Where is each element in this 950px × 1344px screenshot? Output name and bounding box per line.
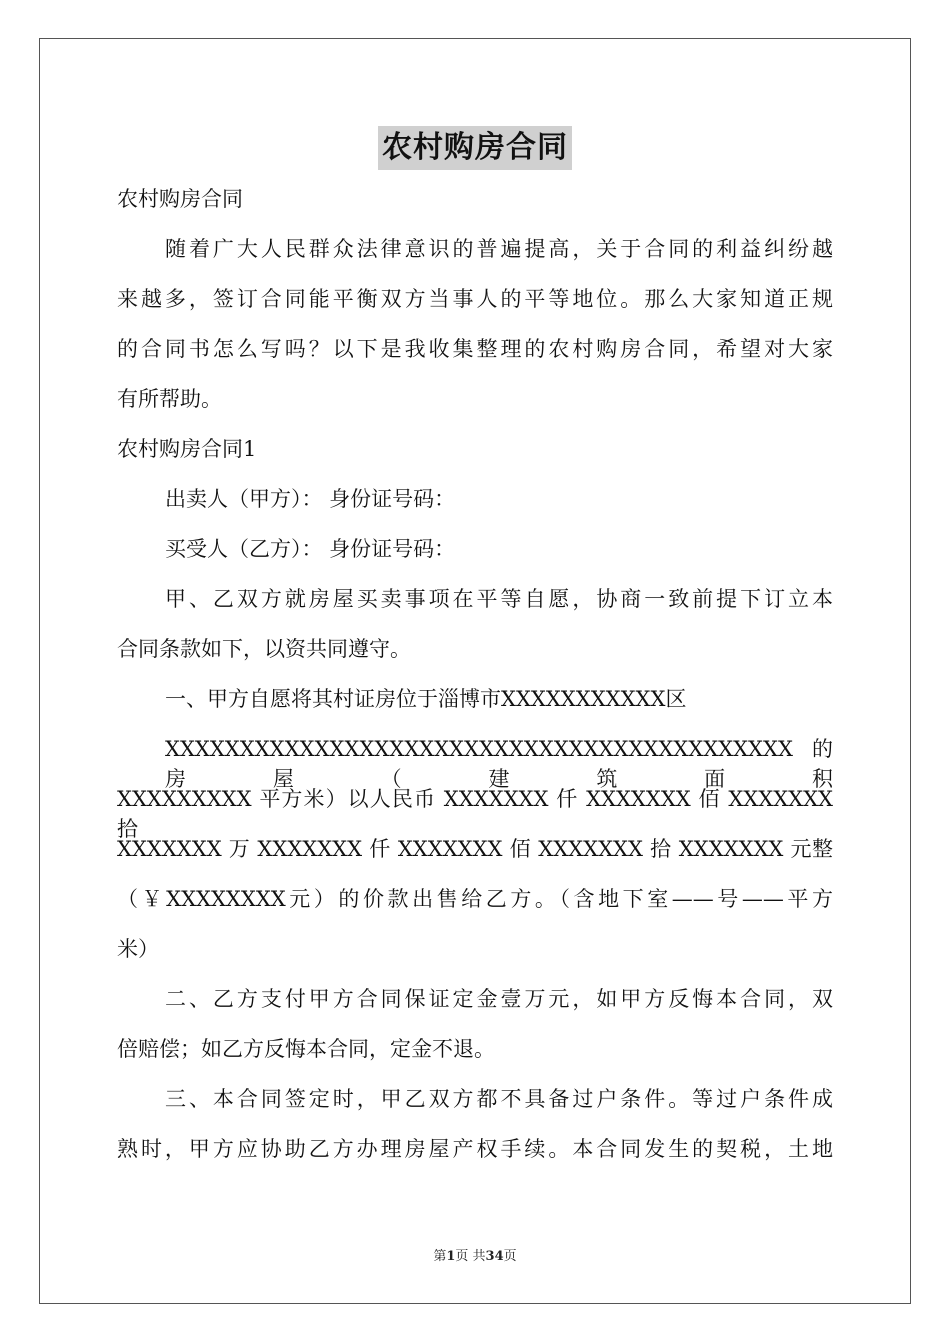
seller-line: 出卖人（甲方）： 身份证号码： — [165, 487, 456, 511]
clause-1-line: XXXXXXXXX 平方米）以人民币 XXXXXXX 仟 XXXXXXX 佰 XXXXXXX 拾 — [117, 787, 833, 841]
footer-total-pages: 34 — [485, 1249, 504, 1264]
buyer-line: 买受人（乙方）： 身份证号码： — [165, 537, 456, 561]
footer-prefix: 第 — [433, 1249, 447, 1264]
clause-3-line: 熟时，甲方应协助乙方办理房屋产权手续。本合同发生的契税，土地 — [117, 1137, 833, 1161]
footer-mid: 页 共 — [455, 1249, 486, 1264]
paragraph-line: 来越多，签订合同能平衡双方当事人的平等地位。那么大家知道正规 — [117, 287, 833, 311]
intro-heading: 农村购房合同 — [117, 187, 243, 211]
paragraph-line: 的合同书怎么写吗？以下是我收集整理的农村购房合同，希望对大家 — [117, 337, 833, 361]
clause-1-line: XXXXXXX 万 XXXXXXX 仟 XXXXXXX 佰 XXXXXXX 拾 XXXXXXX 元整 — [117, 837, 833, 861]
page-border — [39, 38, 911, 1304]
paragraph-line: 甲、乙双方就房屋买卖事项在平等自愿，协商一致前提下订立本 — [165, 587, 833, 611]
paragraph-line: 有所帮助。 — [117, 387, 222, 411]
document-title: 农村购房合同 — [378, 126, 572, 170]
clause-2-line: 二、乙方支付甲方合同保证定金壹万元，如甲方反悔本合同，双 — [165, 987, 833, 1011]
paragraph-line: 合同条款如下，以资共同遵守。 — [117, 637, 411, 661]
clause-3-line: 三、本合同签定时，甲乙双方都不具备过户条件。等过户条件成 — [165, 1087, 833, 1111]
section-heading: 农村购房合同1 — [117, 437, 257, 461]
clause-1-line: 米） — [117, 937, 159, 961]
footer-suffix: 页 — [503, 1249, 517, 1264]
clause-1-line: XXXXXXXXXXXXXXXXXXXXXXXXXXXXXXXXXXXXXXXXXX的房屋（建筑面积 — [165, 737, 833, 791]
footer-page-number: 1 — [446, 1249, 456, 1264]
clause-1-line: （￥XXXXXXXX元）的价款出售给乙方。（含地下室——号——平方 — [117, 887, 833, 911]
title-container — [0, 126, 950, 170]
paragraph-line: 随着广大人民群众法律意识的普遍提高，关于合同的利益纠纷越 — [165, 237, 833, 261]
clause-1-line: 一、甲方自愿将其村证房位于淄博市XXXXXXXXXXX区 — [165, 687, 687, 711]
clause-2-line: 倍赔偿；如乙方反悔本合同，定金不退。 — [117, 1037, 495, 1061]
page-footer — [0, 1248, 950, 1266]
